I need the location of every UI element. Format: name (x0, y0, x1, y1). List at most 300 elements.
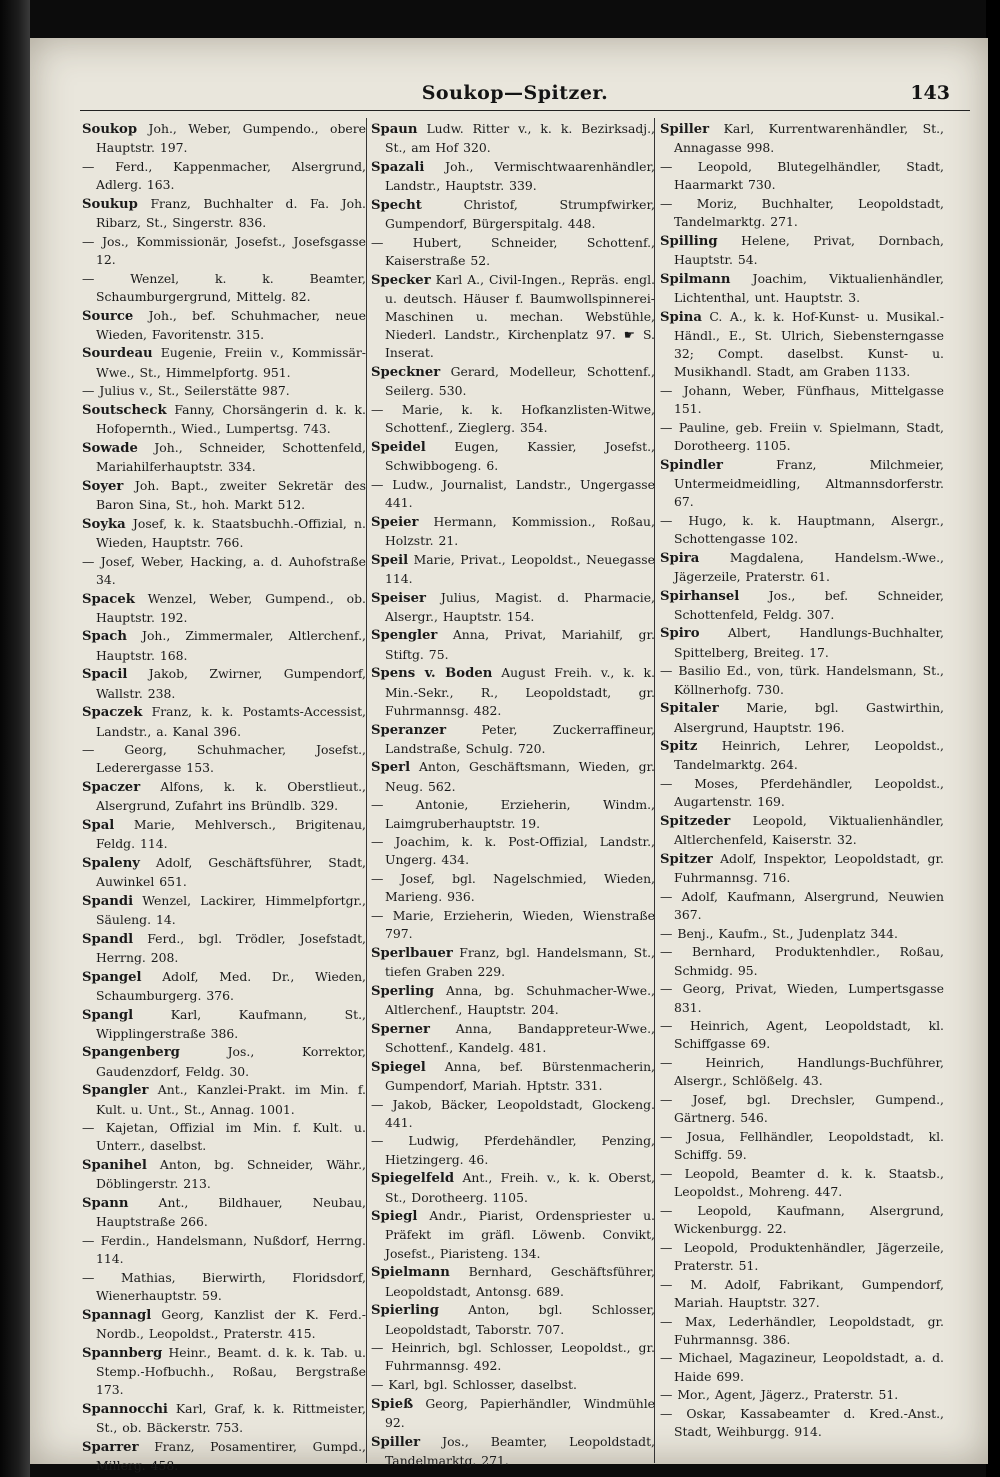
entry-details: Karl, Kaufmann, St., Wipplingerstraße 386. (96, 1006, 366, 1041)
entry-surname: Spilling (660, 233, 718, 249)
entry-surname: Spitzer (660, 851, 713, 867)
directory-entry (82, 120, 366, 157)
entry-surname: Spengler (371, 628, 438, 644)
entry-surname: Spannagl (82, 1307, 152, 1323)
entry-surname: — (660, 382, 673, 398)
entry-surname: — (82, 158, 95, 174)
column-divider (366, 118, 367, 1463)
entry-details: Joachim, k. k. Post-Offizial, Landstr., Ungerg. 434. (385, 834, 655, 868)
directory-entry (660, 232, 944, 269)
entry-surname: Speckner (371, 365, 441, 381)
running-head: Soukop—Spitzer. (421, 82, 609, 104)
directory-entry (371, 158, 655, 195)
entry-details: Karl, Graf, k. k. Rittmeister, St., ob. Bäckerstr. 753. (96, 1400, 366, 1436)
directory-entry (371, 944, 655, 981)
directory-entry (371, 1263, 655, 1300)
directory-entry (82, 1006, 366, 1043)
entry-details: August Freih. v., k. k. Min.-Sekr., R., Leopoldstadt, gr. Fuhrmannsg. 482. (385, 665, 655, 718)
entry-details: Anna, Bandappreteur-Wwe., Schottenf., Kandelg. 481. (385, 1020, 655, 1055)
directory-entry (371, 907, 655, 943)
entry-details: M. Adolf, Fabrikant, Gumpendorf, Mariah. Hauptstr. 327. (674, 1276, 944, 1310)
entry-details: Anton, Geschäftsmann, Wieden, gr. Neug. 562. (385, 759, 655, 794)
entry-surname: — (660, 925, 673, 941)
entry-surname: — (660, 158, 673, 174)
entry-details: Johann, Weber, Fünfhaus, Mittelgasse 151. (674, 382, 944, 417)
entry-surname: Soyka (82, 516, 126, 532)
entry-details: Josef, bgl. Nagelschmied, Wieden, Marieng. 936. (385, 871, 655, 905)
entry-surname: — (660, 1202, 673, 1218)
directory-entry (82, 930, 366, 967)
directory-entry (82, 1344, 366, 1400)
directory-entry (660, 980, 944, 1016)
entry-surname: Spiegl (371, 1209, 418, 1225)
column-3 (660, 120, 944, 1460)
entry-details: Eugen, Kassier, Josefst., Schwibbogeng. 6. (385, 438, 655, 474)
directory-entry (82, 439, 366, 476)
entry-details: Andr., Piarist, Ordenspriester u. Präfekt im gräfl. Löwenb. Convikt, Josefst., Piaristeng. 134. (385, 1208, 655, 1261)
entry-details: Franz, bgl. Handelsmann, St., tiefen Graben 229. (385, 944, 655, 980)
entry-surname: Spindler (660, 457, 723, 473)
directory-entry (660, 737, 944, 774)
entry-details: Mathias, Bierwirth, Floridsdorf, Wienerhauptstr. 59. (96, 1269, 366, 1304)
directory-entry (660, 1349, 944, 1385)
entry-surname: Spitaler (660, 701, 719, 717)
entry-details: Anna, Privat, Mariahilf, gr. Stiftg. 75. (385, 627, 655, 662)
entry-details: C. A., k. k. Hof-Kunst- u. Musikal.-Händl., E., St. Ulrich, Siebensterngasse 32; Compt. daselbst. Kunst- u. Musikhandl. Stadt, am Graben 1133. (674, 308, 944, 380)
directory-entry (371, 476, 655, 512)
entry-details: Leopold, Beamter d. k. k. Staatsb., Leopoldst., Mohreng. 447. (674, 1165, 944, 1200)
entry-details: Christof, Strumpfwirker, Gumpendorf, Bürgerspitalg. 448. (385, 196, 655, 232)
entry-details: Leopold, Kaufmann, Alsergrund, Wickenburgg. 22. (674, 1202, 944, 1236)
entry-surname: Sparrer (82, 1439, 139, 1455)
directory-entry (371, 1132, 655, 1168)
entry-surname: Spacek (82, 591, 135, 607)
directory-entry (660, 419, 944, 455)
entry-details: Bernhard, Geschäftsführer, Leopoldstadt, Antonsg. 689. (385, 1264, 655, 1299)
entry-details: Julius v., St., Seilerstätte 987. (99, 383, 290, 399)
directory-entry (371, 551, 655, 588)
entry-details: Ferdin., Handelsmann, Nußdorf, Herrng. 114. (96, 1232, 366, 1267)
directory-entry (82, 1194, 366, 1231)
entry-details: Ferd., Kappenmacher, Alsergrund, Adlerg. 163. (96, 158, 366, 193)
entry-details: Basilio Ed., von, türk. Handelsmann, St., Köllnerhofg. 730. (674, 663, 944, 697)
entry-details: Leopold, Produktenhändler, Jägerzeile, Praterstr. 51. (674, 1239, 944, 1273)
directory-entry (82, 401, 366, 438)
entry-details: Adolf, Med. Dr., Wieden, Schaumburgerg. 376. (96, 968, 366, 1003)
entry-surname: Spacil (82, 667, 128, 683)
entry-surname: Spanihel (82, 1158, 147, 1174)
entry-surname: — (660, 1239, 673, 1255)
entry-details: Albert, Handlungs-Buchhalter, Spittelberg, Breiteg. 17. (674, 625, 944, 660)
entry-surname: Spaun (371, 122, 418, 137)
directory-entry (371, 721, 655, 758)
directory-entry (660, 120, 944, 157)
directory-entry (82, 665, 366, 702)
entry-surname: Spach (82, 629, 127, 645)
entry-details: Hermann, Kommission., Roßau, Holzstr. 21. (385, 513, 655, 548)
directory-entry (82, 307, 366, 344)
directory-entry (660, 888, 944, 924)
entry-details: Jos., Korrektor, Gaudenzdorf, Feldg. 30. (96, 1044, 366, 1079)
entry-details: Anton, bgl. Schlosser, Leopoldstadt, Taborstr. 707. (385, 1302, 655, 1337)
directory-entry (371, 234, 655, 270)
entry-surname: Speier (371, 514, 419, 530)
entry-surname: Spangl (82, 1007, 134, 1023)
entry-details: Julius, Magist. d. Pharmacie, Alsergr., Hauptstr. 154. (385, 589, 655, 624)
entry-details: Michael, Magazineur, Leopoldstadt, a. d. Haide 699. (674, 1350, 944, 1384)
entry-details: Karl A., Civil-Ingen., Repräs. engl. u. deutsch. Häuser f. Baumwollspinnerei-Maschinen u. mechan. Webstühle, Niederl. Landstr., Kirchenplatz 97. ☛ S. Inserat. (385, 271, 655, 361)
scan-right-edge (986, 0, 1000, 1477)
entry-details: Adolf, Inspektor, Leopoldstadt, gr. Fuhrmannsg. 716. (674, 850, 944, 886)
entry-surname: — (82, 270, 95, 286)
entry-surname: — (660, 776, 673, 792)
entry-surname: Speiser (371, 590, 426, 606)
entry-details: Anna, bg. Schuhmacher-Wwe., Altlerchenf., Hauptstr. 204. (385, 982, 655, 1018)
directory-entry (82, 382, 366, 400)
directory-entry (660, 308, 944, 382)
entry-details: Marie, bgl. Gastwirthin, Alsergrund, Hauptstr. 196. (674, 700, 944, 735)
directory-entry (82, 1438, 366, 1475)
entry-surname: Spazali (371, 159, 425, 175)
directory-entry (82, 233, 366, 269)
entry-details: Jakob, Bäcker, Leopoldstadt, Glockeng. 441. (385, 1096, 655, 1130)
entry-details: Karl, bgl. Schlosser, daselbst. (388, 1377, 577, 1393)
entry-details: Joh., Vermischtwaarenhändler, Landstr., Hauptstr. 339. (385, 158, 655, 194)
entry-surname: — (660, 195, 673, 211)
entry-surname: Spieß (371, 1396, 414, 1412)
entry-details: Josef, Weber, Hacking, a. d. Auhofstraße 34. (96, 553, 366, 587)
entry-details: Marie, Privat., Leopoldst., Neuegasse 114. (385, 551, 655, 586)
entry-details: Gerard, Modelleur, Schottenf., Seilerg. 530. (385, 364, 655, 399)
entry-details: Wenzel, k. k. Beamter, Schaumburgergrund, Mittelg. 82. (96, 270, 366, 304)
entry-details: Ludw., Journalist, Landstr., Ungergasse 441. (385, 476, 655, 511)
entry-surname: Specker (371, 272, 431, 288)
directory-entry (660, 158, 944, 194)
entry-surname: — (371, 234, 384, 250)
directory-entry (660, 1313, 944, 1349)
entry-details: Georg, Schuhmacher, Josefst., Lederergasse 153. (96, 742, 366, 776)
entry-surname: — (660, 1128, 673, 1144)
entry-details: Karl, Kurrentwarenhändler, St., Annagasse 998. (674, 121, 944, 156)
directory-entry (82, 1306, 366, 1343)
entry-details: Heinrich, Lehrer, Leopoldst., Tandelmarktg. 264. (674, 738, 944, 773)
directory-entry (660, 1276, 944, 1312)
entry-surname: — (660, 981, 673, 997)
entry-details: Franz, Posamentirer, Gumpd., Millerg. 458. (96, 1438, 366, 1473)
entry-surname: Spiller (371, 1434, 421, 1450)
entry-surname: — (82, 1120, 95, 1136)
entry-details: Wenzel, Lackirer, Himmelpfortgr., Säuleng. 14. (96, 892, 366, 928)
directory-entry (371, 1169, 655, 1206)
entry-surname: Speidel (371, 439, 426, 455)
entry-surname: Spina (660, 309, 702, 325)
entry-surname: — (371, 871, 384, 887)
entry-details: Leopold, Blutegelhändler, Stadt, Haarmarkt 730. (674, 158, 944, 193)
entry-surname: Sourdeau (82, 346, 153, 362)
directory-entry (371, 438, 655, 475)
entry-surname: — (660, 1406, 673, 1422)
entry-details: Heinr., Beamt. d. k. k. Tab. u. Stemp.-Hofbuchh., Roßau, Bergstraße 173. (96, 1344, 366, 1398)
entry-surname: Speranzer (371, 722, 447, 738)
entry-surname: Sperlbauer (371, 945, 453, 961)
entry-surname: Spielmann (371, 1265, 450, 1281)
entry-details: Joh., Zimmermaler, Altlerchenf., Hauptstr. 168. (96, 628, 366, 663)
entry-details: Fanny, Chorsängerin d. k. k. Hofopernth., Wied., Lumpertsg. 743. (96, 402, 366, 437)
entry-surname: Soukup (82, 196, 138, 212)
directory-entry (660, 925, 944, 943)
directory-entry (371, 796, 655, 832)
entry-details: Anton, bg. Schneider, Währ., Döblingerstr. 213. (96, 1157, 366, 1192)
entry-details: Oskar, Kassabeamter d. Kred.-Anst., Stadt, Weihburgg. 914. (674, 1406, 944, 1440)
entry-details: Ludwig, Pferdehändler, Penzing, Hietzingerg. 46. (385, 1133, 655, 1167)
directory-entry (82, 968, 366, 1005)
entry-surname: Spiegelfeld (371, 1171, 455, 1187)
directory-entry (82, 344, 366, 381)
directory-entry (371, 1301, 655, 1338)
directory-entry (660, 943, 944, 979)
directory-entry (660, 549, 944, 586)
entry-surname: Sperling (371, 983, 434, 999)
directory-entry (660, 1017, 944, 1053)
page-number: 143 (910, 82, 950, 104)
entry-surname: Spandl (82, 931, 134, 947)
entry-surname: — (82, 553, 95, 569)
entry-surname: Speil (371, 552, 409, 568)
entry-details: Georg, Privat, Wieden, Lumpertsgasse 831. (674, 981, 944, 1015)
directory-entry (660, 624, 944, 661)
entry-details: Marie, Erzieherin, Wieden, Wienstraße 797. (385, 908, 655, 942)
entry-details: Jos., Kommissionär, Josefst., Josefsgasse 12. (96, 233, 366, 267)
entry-surname: — (371, 797, 384, 813)
entry-surname: Spirhansel (660, 588, 740, 604)
entry-details: Ant., Freih. v., k. k. Oberst, St., Dorotheerg. 1105. (385, 1170, 655, 1205)
entry-surname: — (82, 383, 95, 399)
entry-surname: Spiro (660, 626, 700, 642)
scan-left-edge (0, 0, 30, 1477)
entry-surname: — (371, 908, 384, 924)
directory-entry (82, 515, 366, 552)
entry-details: Anna, bef. Bürstenmacherin, Gumpendorf, Mariah. Hptstr. 331. (385, 1058, 655, 1093)
directory-entry (371, 1020, 655, 1057)
entry-details: Pauline, geb. Freiin v. Spielmann, Stadt, Dorotheerg. 1105. (674, 419, 944, 453)
entry-surname: — (371, 402, 384, 418)
entry-surname: — (660, 1350, 673, 1366)
directory-entry (82, 1269, 366, 1305)
entry-surname: — (660, 1092, 673, 1108)
entry-surname: Specht (371, 197, 422, 213)
entry-surname: — (371, 1096, 384, 1112)
directory-entry (371, 271, 655, 363)
entry-surname: Sperl (371, 760, 411, 776)
entry-details: Magdalena, Handelsm.-Wwe., Jägerzeile, Praterstr. 61. (674, 549, 944, 584)
entry-details: Max, Lederhändler, Leopoldstadt, gr. Fuhrmannsg. 386. (674, 1313, 944, 1347)
directory-entry (660, 1239, 944, 1275)
directory-entry (660, 456, 944, 512)
directory-entry (371, 401, 655, 437)
entry-details: Helene, Privat, Dornbach, Hauptstr. 54. (674, 232, 944, 267)
directory-entry (371, 1339, 655, 1375)
entry-surname: Spangenberg (82, 1045, 180, 1061)
directory-entry (82, 703, 366, 740)
entry-surname: Spandi (82, 893, 134, 909)
entry-surname: Spitz (660, 739, 698, 755)
directory-entry (371, 513, 655, 550)
directory-entry (660, 1091, 944, 1127)
directory-entry (371, 589, 655, 626)
entry-surname: Source (82, 308, 134, 324)
entry-details: Kajetan, Offizial im Min. f. Kult. u. Unterr., daselbst. (96, 1120, 366, 1154)
entry-details: Franz, Milchmeier, Untermeidmeidling, Altmannsdorferstr. 67. (674, 456, 944, 510)
directory-entry (371, 363, 655, 400)
entry-details: Joachim, Viktualienhändler, Lichtenthal, unt. Hauptstr. 3. (674, 270, 944, 305)
directory-entry (82, 553, 366, 589)
entry-surname: Spiller (660, 122, 710, 137)
directory-entry (371, 758, 655, 795)
entry-surname: Spilmann (660, 271, 731, 287)
entry-surname: Spann (82, 1196, 129, 1212)
entry-surname: — (660, 1165, 673, 1181)
directory-entry (371, 120, 655, 157)
entry-surname: — (371, 1340, 384, 1356)
entry-details: Hubert, Schneider, Schottenf., Kaiserstraße 52. (385, 234, 655, 268)
directory-entry (660, 1386, 944, 1404)
entry-details: Joh., Schneider, Schottenfeld, Mariahilferhauptstr. 334. (96, 439, 366, 475)
entry-surname: — (371, 1377, 384, 1393)
entry-details: Ferd., bgl. Trödler, Josefstadt, Herrng. 208. (96, 930, 366, 965)
entry-surname: Soukop (82, 122, 138, 137)
entry-details: Marie, k. k. Hofkanzlisten-Witwe, Schottenf., Zieglerg. 354. (385, 402, 655, 436)
entry-surname: — (660, 1276, 673, 1292)
directory-entry (371, 1058, 655, 1095)
header-rule (80, 110, 970, 111)
entry-details: Antonie, Erzieherin, Windm., Laimgruberhauptstr. 19. (385, 797, 655, 831)
directory-entry (82, 892, 366, 929)
entry-details: Alfons, k. k. Oberstlieut., Alsergrund, Zufahrt ins Bründlb. 329. (96, 779, 366, 814)
directory-entry (371, 870, 655, 906)
directory-entry (660, 1054, 944, 1090)
directory-entry (82, 627, 366, 664)
directory-entry (371, 196, 655, 233)
entry-details: Joh., Weber, Gumpendo., obere Hauptstr. 197. (96, 121, 366, 156)
entry-surname: — (660, 1387, 673, 1403)
entry-surname: Sowade (82, 440, 138, 456)
entry-details: Joh. Bapt., zweiter Sekretär des Baron Sina, St., hoh. Markt 512. (96, 477, 366, 513)
entry-surname: Spangler (82, 1083, 149, 1099)
entry-surname: Soutscheck (82, 403, 167, 419)
directory-entry (371, 1433, 655, 1470)
entry-details: Marie, Mehlversch., Brigitenau, Feldg. 114. (96, 817, 366, 852)
entry-details: Franz, Buchhalter d. Fa. Joh. Ribarz, St., Singerstr. 836. (96, 195, 366, 231)
entry-details: Bernhard, Produktenhdler., Roßau, Schmidg. 95. (674, 944, 944, 978)
entry-details: Jos., Beamter, Leopoldstadt, Tandelmarktg. 271. (385, 1433, 655, 1468)
entry-surname: — (82, 1269, 95, 1285)
directory-entry (660, 850, 944, 887)
directory-entry (82, 477, 366, 514)
directory-entry (660, 382, 944, 418)
entry-surname: Spiegel (371, 1059, 426, 1075)
entry-details: Franz, k. k. Postamts-Accessist, Landstr., a. Kanal 396. (96, 704, 366, 739)
entry-surname: — (660, 944, 673, 960)
directory-entry (660, 812, 944, 849)
entry-details: Josua, Fellhändler, Leopoldstadt, kl. Schiffg. 59. (674, 1128, 944, 1163)
entry-surname: — (660, 512, 673, 528)
directory-entry (660, 1165, 944, 1201)
entry-surname: — (660, 419, 673, 435)
directory-entry (660, 270, 944, 307)
entry-details: Jos., bef. Schneider, Schottenfeld, Feldg. 307. (674, 587, 944, 622)
directory-entry (660, 699, 944, 736)
directory-entry (82, 195, 366, 232)
entry-surname: Spannberg (82, 1345, 163, 1361)
entry-surname: — (82, 1232, 95, 1248)
entry-surname: Spangel (82, 969, 142, 985)
directory-entry (82, 816, 366, 853)
entry-surname: Spaczek (82, 705, 143, 721)
entry-surname: Soyer (82, 478, 124, 494)
entry-details: Josef, k. k. Staatsbuchh.-Offizial, n. Wieden, Hauptstr. 766. (96, 515, 366, 550)
entry-details: Moriz, Buchhalter, Leopoldstadt, Tandelmarktg. 271. (674, 195, 944, 230)
entry-details: Eugenie, Freiin v., Kommissär-Wwe., St., Himmelpfortg. 951. (96, 345, 366, 380)
entry-details: Jakob, Zwirner, Gumpendorf, Wallstr. 238. (96, 666, 366, 701)
entry-details: Georg, Papierhändler, Windmühle 92. (385, 1395, 655, 1431)
entry-surname: Spierling (371, 1303, 439, 1319)
entry-details: Leopold, Viktualienhändler, Altlerchenfeld, Kaiserstr. 32. (674, 813, 944, 848)
page-header (80, 82, 950, 110)
entry-details: Hugo, k. k. Hauptmann, Alsergr., Schottengasse 102. (674, 512, 944, 546)
directory-entry (82, 1400, 366, 1437)
entry-surname: Sperner (371, 1021, 431, 1037)
entry-surname: — (660, 663, 673, 679)
directory-entry (660, 775, 944, 811)
entry-surname: Spitzeder (660, 814, 731, 830)
directory-entry (371, 982, 655, 1019)
entry-surname: Spira (660, 550, 700, 566)
directory-page (30, 38, 988, 1473)
directory-entry (371, 1395, 655, 1432)
directory-entry (82, 1156, 366, 1193)
directory-entry (371, 664, 655, 720)
entry-details: Joh., bef. Schuhmacher, neue Wieden, Favoritenstr. 315. (96, 307, 366, 342)
directory-entry (82, 1043, 366, 1080)
directory-entry (660, 512, 944, 548)
directory-entry (82, 1232, 366, 1268)
entry-details: Heinrich, bgl. Schlosser, Leopoldst., gr. Fuhrmannsg. 492. (385, 1340, 655, 1374)
directory-entry (660, 1202, 944, 1238)
entry-details: Mor., Agent, Jägerz., Praterstr. 51. (677, 1387, 899, 1403)
entry-surname: Spal (82, 818, 115, 834)
column-2 (371, 120, 655, 1468)
entry-details: Ant., Kanzlei-Prakt. im Min. f. Kult. u. Unt., St., Annag. 1001. (96, 1082, 366, 1117)
directory-entry (82, 854, 366, 891)
directory-entry (82, 1081, 366, 1118)
directory-entry (82, 270, 366, 306)
entry-surname: — (660, 888, 673, 904)
entry-details: Adolf, Kaufmann, Alsergrund, Neuwien 367. (674, 888, 944, 923)
directory-entry (82, 741, 366, 777)
entry-details: Moses, Pferdehändler, Leopoldst., Augartenstr. 169. (674, 776, 944, 810)
entry-surname: Spannocchi (82, 1401, 168, 1417)
entry-surname: Spaleny (82, 855, 140, 871)
entry-details: Josef, bgl. Drechsler, Gumpend., Gärtnerg. 546. (674, 1092, 944, 1126)
entry-details: Peter, Zuckerraffineur, Landstraße, Schulg. 720. (385, 721, 655, 756)
directory-entry (660, 587, 944, 624)
directory-entry (371, 1096, 655, 1132)
entry-surname: — (371, 476, 384, 492)
entry-surname: — (371, 1133, 384, 1149)
directory-entry (82, 1119, 366, 1155)
entry-details: Adolf, Geschäftsführer, Stadt, Auwinkel 651. (96, 854, 366, 890)
directory-entry (660, 662, 944, 698)
